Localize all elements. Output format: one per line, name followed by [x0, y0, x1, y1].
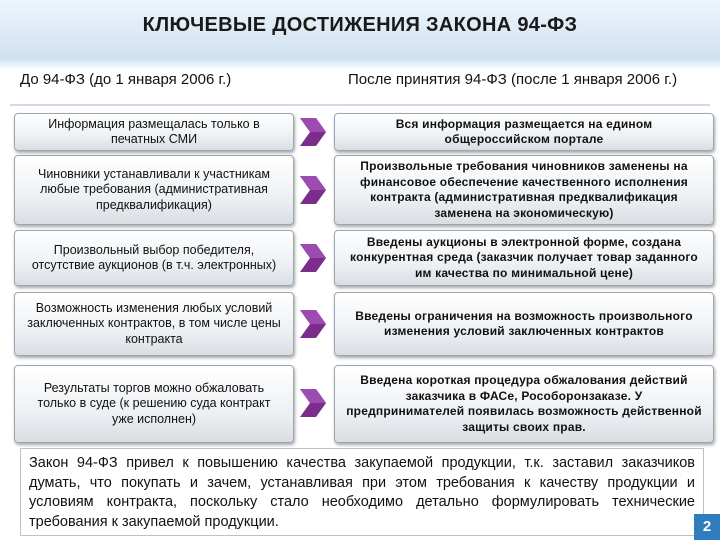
before-box-2: Чиновники устанавливали к участникам любые требования (административная предквалификация)	[14, 155, 294, 225]
column-header-after: После принятия 94-ФЗ (после 1 января 2006 г.)	[348, 71, 678, 88]
arrow-right-icon	[298, 116, 328, 148]
after-box-2: Произвольные требования чиновников заменены на финансовое обеспечение качественного исполнения контракта (административная предквалификация заменена на экономическую)	[334, 155, 714, 225]
before-box-1: Информация размещалась только в печатных СМИ	[14, 113, 294, 151]
before-box-3: Произвольный выбор победителя, отсутствие аукционов (в т.ч. электронных)	[14, 230, 294, 286]
header-divider	[10, 104, 710, 106]
header-stripe	[0, 60, 720, 70]
before-box-5: Результаты торгов можно обжаловать только в суде (к решению суда контракт уже исполнен)	[14, 365, 294, 443]
column-header-before: До 94-ФЗ (до 1 января 2006 г.)	[20, 71, 232, 88]
arrow-right-icon	[298, 387, 328, 419]
after-box-5: Введена короткая процедура обжалования действий заказчика в ФАСе, Рособоронзаказе. У предпринимателей появилась возможность действенной защиты своих прав.	[334, 365, 714, 443]
after-box-3: Введены аукционы в электронной форме, создана конкурентная среда (заказчик получает товар заданного им качества по минимальной цене)	[334, 230, 714, 286]
after-box-1: Вся информация размещается на едином общероссийском портале	[334, 113, 714, 151]
conclusion-text: Закон 94-ФЗ привел к повышению качества закупаемой продукции, т.к. заставил заказчиков думать, что покупать и зачем, устанавливая при этом требования к качеству продукции и условиям контракта, поскольку стало необходимо детально формулировать технические требования к закупаемой продукции.	[20, 448, 704, 536]
arrow-right-icon	[298, 242, 328, 274]
page-number: 2	[694, 514, 720, 540]
arrow-right-icon	[298, 308, 328, 340]
before-box-4: Возможность изменения любых условий заключенных контрактов, в том числе цены контракта	[14, 292, 294, 356]
arrow-right-icon	[298, 174, 328, 206]
after-box-4: Введены ограничения на возможность произвольного изменения условий заключенных контрактов	[334, 292, 714, 356]
page-title: КЛЮЧЕВЫЕ ДОСТИЖЕНИЯ ЗАКОНА 94-ФЗ	[142, 14, 578, 36]
